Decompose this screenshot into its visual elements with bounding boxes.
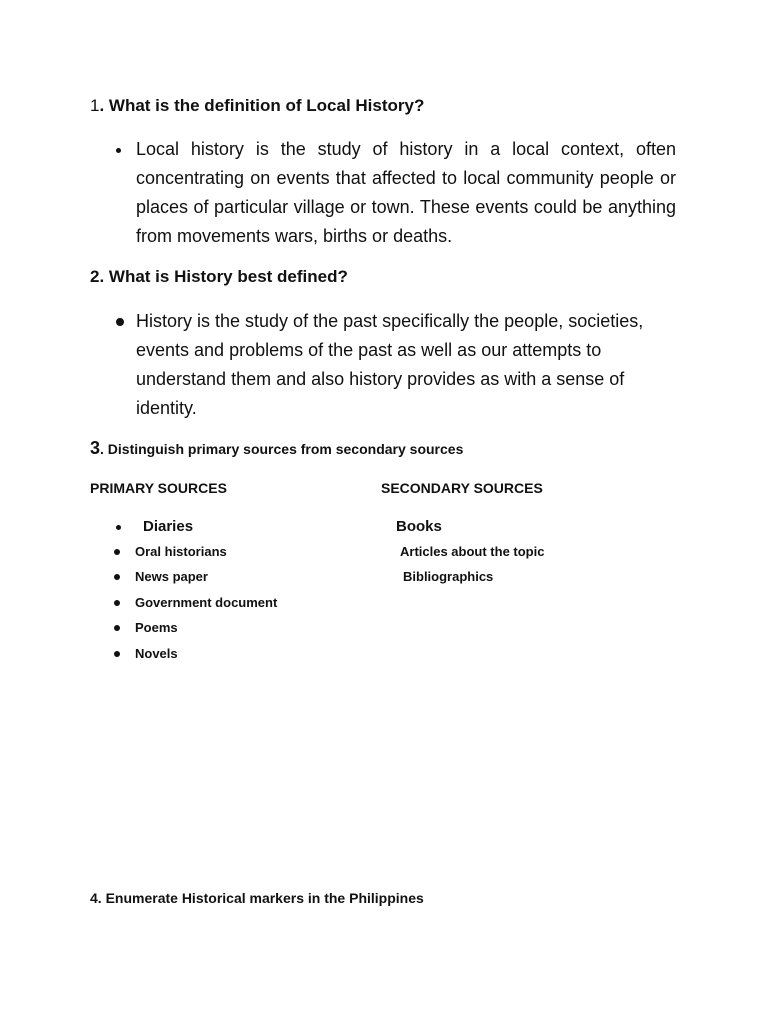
primary-sources-header: PRIMARY SOURCES xyxy=(90,480,227,496)
bullet-icon xyxy=(114,651,120,657)
primary-item: News paper xyxy=(135,569,208,584)
q3-heading xyxy=(90,438,463,459)
primary-item: Oral historians xyxy=(135,544,227,559)
bullet-icon xyxy=(114,600,120,606)
q2-answer: History is the study of the past specifically the people, societies, events and problems of the past as well as our attempts to understand them and also history provides as with a sense of identity. xyxy=(136,311,644,418)
q1-answer: Local history is the study of history in a local context, often concentrating on events that affected to local community people or places of particular village or town. These events could be anything from movements wars, births or deaths. xyxy=(136,139,676,246)
q4-heading: 4. Enumerate Historical markers in the Philippines xyxy=(90,890,424,906)
secondary-sources-header: SECONDARY SOURCES xyxy=(381,480,543,496)
q1-bullet-icon xyxy=(116,148,121,153)
primary-item: Diaries xyxy=(143,518,194,535)
primary-item: Poems xyxy=(135,620,178,635)
primary-item: Government document xyxy=(135,595,278,610)
secondary-item: Articles about the topic xyxy=(400,544,545,559)
q1-heading xyxy=(90,96,424,116)
secondary-item: Books xyxy=(396,518,442,535)
bullet-icon xyxy=(114,574,120,580)
bullet-icon xyxy=(114,625,120,631)
q2-heading: 2. What is History best defined? xyxy=(90,267,348,286)
bullet-icon xyxy=(116,525,121,530)
q1-number: 1 xyxy=(90,96,100,115)
primary-item: Novels xyxy=(135,646,178,661)
q3-number: 3 xyxy=(90,438,101,458)
q1-title: . What is the definition of Local History? xyxy=(99,96,425,115)
secondary-item: Bibliographics xyxy=(403,569,494,584)
bullet-icon xyxy=(114,549,120,555)
q2-bullet-icon xyxy=(116,318,124,326)
q3-title: . Distinguish primary sources from secondary sources xyxy=(100,441,464,457)
